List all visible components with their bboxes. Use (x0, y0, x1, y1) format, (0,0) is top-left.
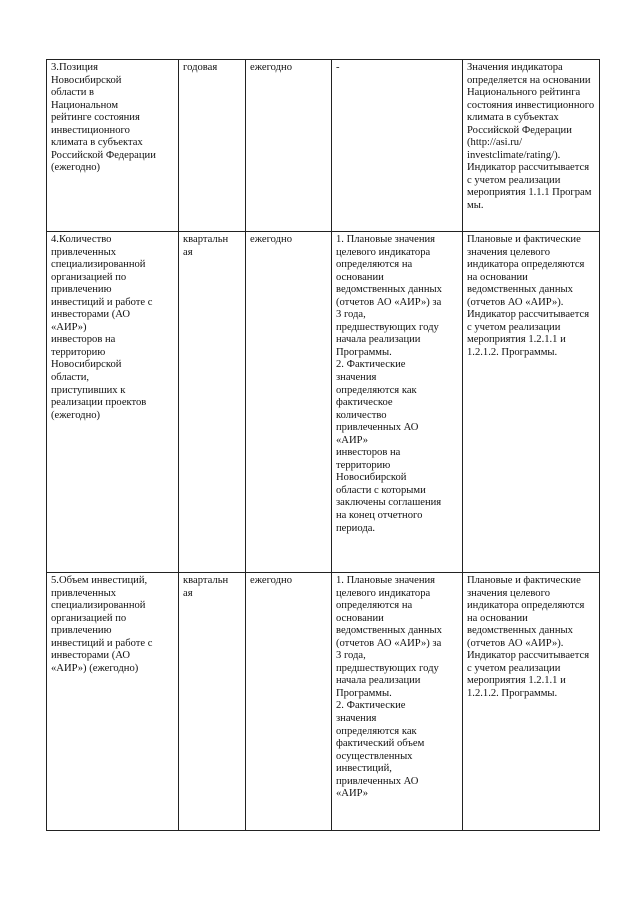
cell-text-line: ежегодно (250, 575, 293, 586)
cell-text-line: 2. Фактические (336, 359, 406, 371)
cell-text-line: привлечению (51, 284, 112, 296)
cell-text-line: с учетом реализации (467, 321, 561, 333)
cell-text-line: (ежегодно) (51, 409, 101, 421)
frequency-cell (246, 573, 332, 831)
method-cell (332, 60, 463, 232)
cell-text-line: осуществленных (336, 750, 413, 762)
cell-text-line: значения целевого (467, 587, 550, 599)
cell-text-line: 1. Плановые значения (336, 575, 436, 586)
cell-text-line: (http://asi.ru/ (467, 137, 523, 149)
cell-text-line: 3 года, (336, 650, 366, 662)
cell-text-line: привлеченных АО (336, 775, 419, 787)
cell-text-line: определяются на (336, 600, 413, 612)
cell-text-line: значения целевого (467, 246, 550, 258)
cell-text-line: 3 года, (336, 309, 366, 321)
cell-text-line: состояния инвестиционного (467, 99, 595, 111)
cell-text-line: Новосибирской (51, 74, 122, 86)
cell-text-line: области в (51, 87, 95, 99)
cell-text-line: фактический объем (336, 738, 425, 750)
cell-text-line: (отчетов АО «АИР»). (467, 296, 564, 308)
indicator-cell (47, 60, 179, 232)
cell-text-line: инвестиций и работе с (51, 637, 153, 649)
table-row (47, 60, 600, 232)
cell-text-line: области, (51, 372, 90, 384)
cell-text-line: ведомственных данных (336, 625, 442, 637)
cell-text-line: 2. Фактические (336, 700, 406, 712)
cell-text-line: ая (183, 246, 193, 258)
cell-text-line: 4.Количество (51, 234, 112, 245)
indicator-cell (47, 232, 179, 573)
cell-text-line: мы. (467, 200, 484, 212)
cell-text-line: индикатора определяются (467, 259, 585, 271)
cell-text-line: годовая (183, 62, 218, 73)
cell-text-line: «АИР») (ежегодно) (51, 662, 139, 674)
cell-text-line: привлеченных (51, 587, 117, 599)
cell-text-line: квартальн (183, 234, 229, 245)
source-cell (463, 573, 600, 831)
cell-text-line: Российской Федерации (51, 149, 156, 161)
cell-text-line: Плановые и фактические (467, 234, 581, 245)
cell-text-line: предшествующих году (336, 321, 439, 333)
cell-text-line: реализации проектов (51, 397, 147, 409)
cell-text-line: ая (183, 587, 193, 599)
cell-text-line: предшествующих году (336, 662, 439, 674)
source-cell (463, 232, 600, 573)
cell-text-line: территорию (51, 346, 106, 358)
cell-text-line: индикатора определяются (467, 600, 585, 612)
cell-text-line: инвестиционного (51, 124, 130, 136)
cell-text-line: значения (336, 372, 377, 384)
cell-text-line: Значения индикатора (467, 62, 563, 73)
cell-text-line: основании (336, 612, 384, 624)
cell-text-line: инвесторов на (336, 447, 401, 459)
cell-text-line: привлеченных (51, 246, 117, 258)
cell-text-line: приступивших к (51, 384, 126, 396)
cell-text-line: определяются на (336, 259, 413, 271)
cell-text-line: определяются как (336, 725, 417, 737)
indicator-cell (47, 573, 179, 831)
cell-text-line: на основании (467, 271, 528, 283)
cell-text-line: заключены соглашения (336, 497, 442, 509)
cell-text-line: Плановые и фактические (467, 575, 581, 586)
cell-text-line: климата в субъектах (51, 137, 143, 149)
cell-text-line: (ежегодно) (51, 162, 101, 174)
cell-text-line: с учетом реализации (467, 174, 561, 186)
cell-text-line: привлечению (51, 625, 112, 637)
cell-text-line: (отчетов АО «АИР») за (336, 637, 442, 649)
cell-text-line: периода. (336, 522, 376, 534)
cell-text-line: специализированной (51, 600, 146, 612)
cell-text-line: на конец отчетного (336, 510, 423, 522)
cell-text-line: квартальн (183, 575, 229, 586)
frequency-cell (246, 232, 332, 573)
cell-text-line: «АИР») (51, 321, 87, 333)
table-row (47, 232, 600, 573)
cell-text-line: целевого индикатора (336, 246, 431, 258)
frequency-cell (246, 60, 332, 232)
cell-text-line: «АИР» (336, 788, 369, 800)
cell-text-line: ведомственных данных (467, 284, 573, 296)
cell-text-line: 1.2.1.2. Программы. (467, 346, 558, 358)
cell-text-line: ежегодно (250, 234, 293, 245)
cell-text-line: мероприятия 1.1.1 Програм (467, 187, 592, 199)
cell-text-line: Новосибирской (51, 359, 122, 371)
cell-text-line: Программы. (336, 346, 392, 358)
cell-text-line: инвесторами (АО (51, 309, 131, 321)
cell-text-line: ежегодно (250, 62, 293, 73)
cell-text-line: - (336, 62, 340, 73)
cell-text-line: 1.2.1.2. Программы. (467, 687, 558, 699)
cell-text-line: организацией по (51, 612, 127, 624)
cell-text-line: специализированной (51, 259, 146, 271)
cell-text-line: фактическое (336, 397, 393, 409)
cell-text-line: климата в субъектах (467, 112, 559, 124)
table-row (47, 573, 600, 831)
cell-text-line: начала реализации (336, 334, 421, 346)
cell-text-line: основании (336, 271, 384, 283)
cell-text-line: (отчетов АО «АИР») за (336, 296, 442, 308)
cell-text-line: привлеченных АО (336, 422, 419, 434)
period-cell (179, 60, 246, 232)
cell-text-line: Новосибирской (336, 472, 407, 484)
cell-text-line: области с которыми (336, 484, 426, 496)
cell-text-line: определяется на основании (467, 74, 591, 86)
cell-text-line: 1. Плановые значения (336, 234, 436, 245)
cell-text-line: инвестиций, (336, 763, 392, 775)
cell-text-line: на основании (467, 612, 528, 624)
cell-text-line: мероприятия 1.2.1.1 и (467, 334, 566, 346)
method-cell (332, 232, 463, 573)
cell-text-line: Индикатор рассчитывается (467, 309, 590, 321)
cell-text-line: Национальном (51, 99, 119, 111)
cell-text-line: количество (336, 409, 387, 421)
cell-text-line: 5.Объем инвестиций, (51, 575, 148, 586)
cell-text-line: инвесторов на (51, 334, 116, 346)
cell-text-line: Индикатор рассчитывается (467, 650, 590, 662)
cell-text-line: инвестиций и работе с (51, 296, 153, 308)
cell-text-line: определяются как (336, 384, 417, 396)
cell-text-line: целевого индикатора (336, 587, 431, 599)
cell-text-line: Индикатор рассчитывается (467, 162, 590, 174)
cell-text-line: с учетом реализации (467, 662, 561, 674)
period-cell (179, 573, 246, 831)
cell-text-line: территорию (336, 459, 391, 471)
cell-text-line: рейтинге состояния (51, 112, 140, 124)
indicators-table (46, 59, 600, 831)
period-cell (179, 232, 246, 573)
cell-text-line: Программы. (336, 687, 392, 699)
source-cell (463, 60, 600, 232)
cell-text-line: начала реализации (336, 675, 421, 687)
cell-text-line: инвесторами (АО (51, 650, 131, 662)
cell-text-line: Российской Федерации (467, 124, 572, 136)
cell-text-line: мероприятия 1.2.1.1 и (467, 675, 566, 687)
cell-text-line: «АИР» (336, 434, 369, 446)
cell-text-line: ведомственных данных (336, 284, 442, 296)
method-cell (332, 573, 463, 831)
cell-text-line: организацией по (51, 271, 127, 283)
cell-text-line: значения (336, 713, 377, 725)
cell-text-line: 3.Позиция (51, 62, 98, 73)
cell-text-line: investclimate/rating/). (467, 149, 561, 161)
cell-text-line: ведомственных данных (467, 625, 573, 637)
cell-text-line: (отчетов АО «АИР»). (467, 637, 564, 649)
cell-text-line: Национального рейтинга (467, 87, 581, 99)
